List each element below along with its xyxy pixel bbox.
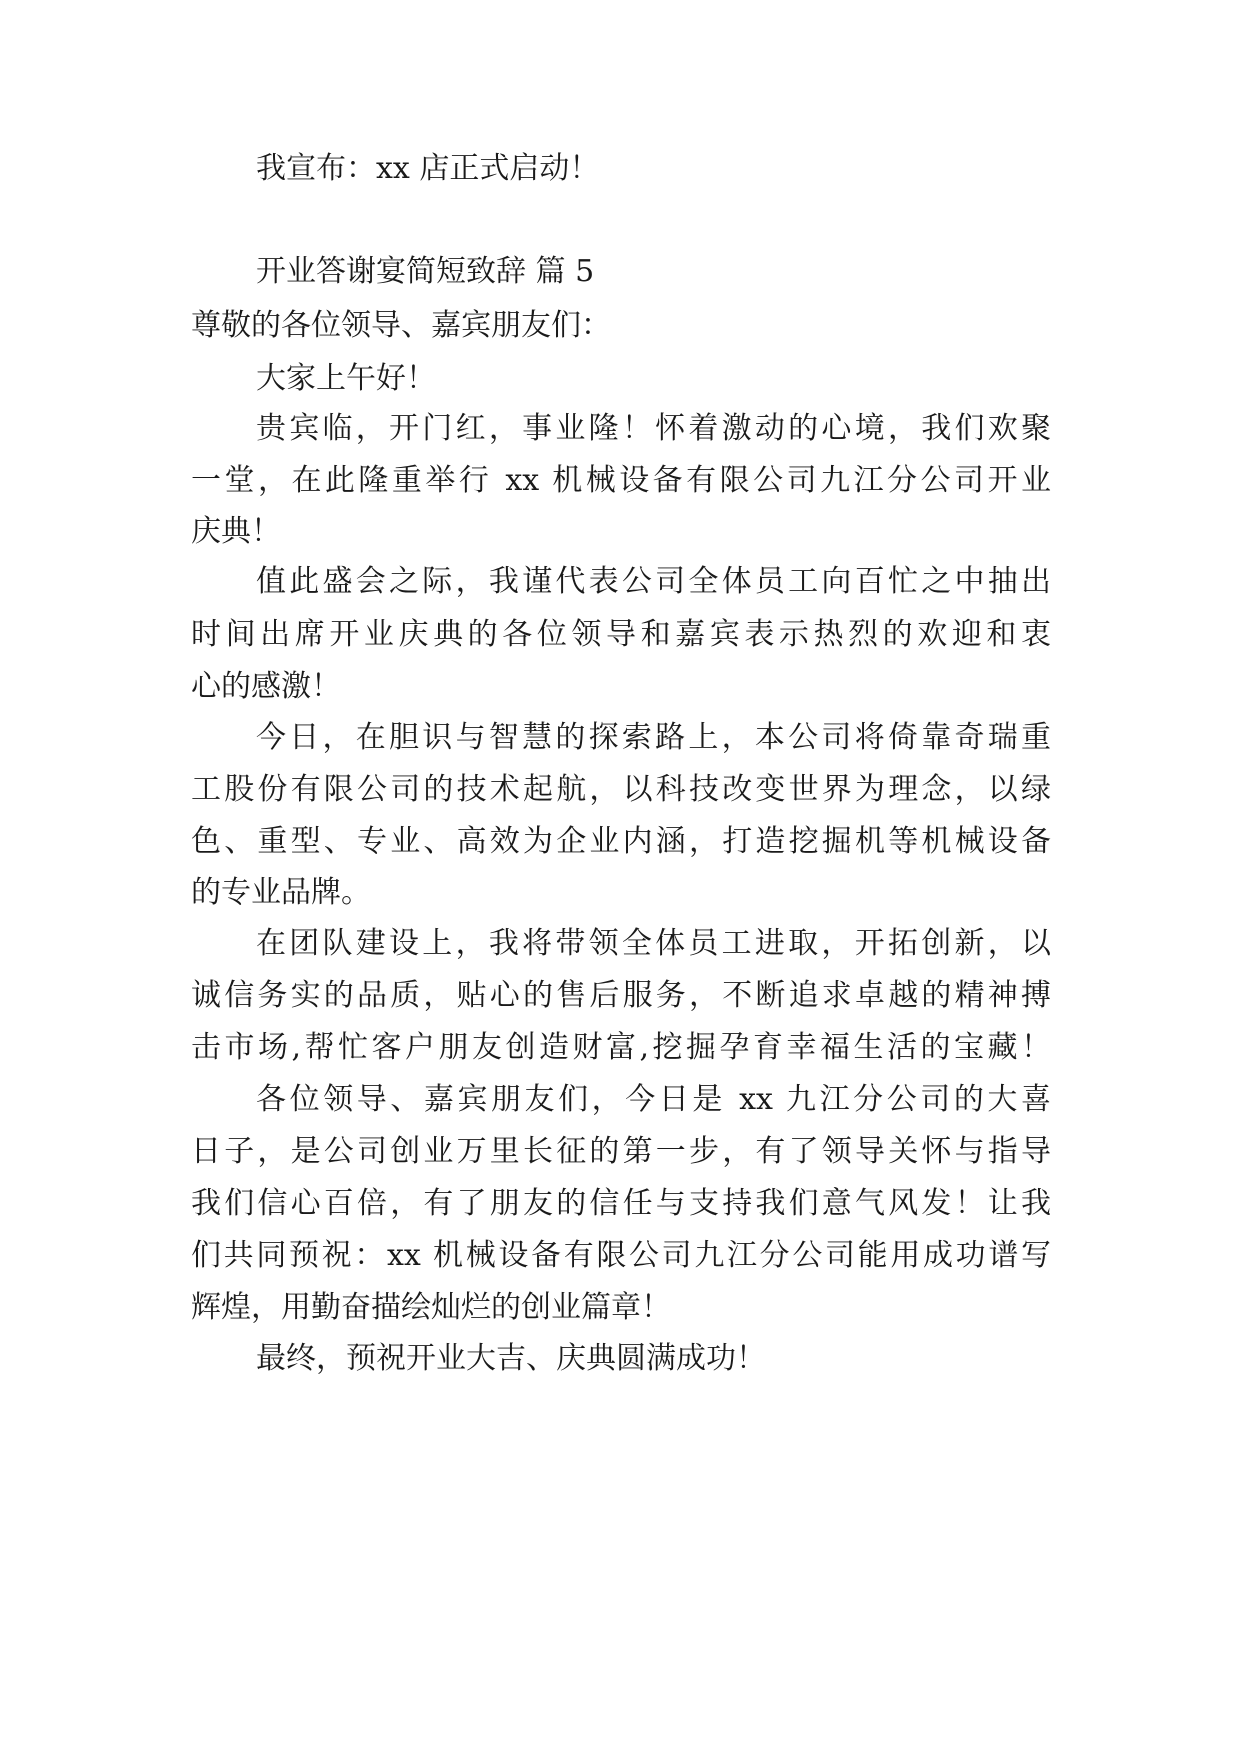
paragraph-5-line-5: 辉煌，用勤奋描绘灿烂的创业篇章！ [191,1290,671,1325]
paragraph-1-line-2: 一堂，在此隆重举行 xx 机械设备有限公司九江分公司开业 [191,463,1051,498]
paragraph-3-line-3: 色、重型、专业、高效为企业内涵，打造挖掘机等机械设备 [191,824,1051,859]
paragraph-2-line-1: 值此盛会之际，我谨代表公司全体员工向百忙之中抽出 [256,564,1051,599]
section-heading: 开业答谢宴简短致辞 篇 5 [256,254,595,289]
paragraph-1-line-1: 贵宾临，开门红，事业隆！怀着激动的心境，我们欢聚 [256,411,1051,446]
paragraph-5-line-4: 们共同预祝：xx 机械设备有限公司九江分公司能用成功谱写 [191,1238,1051,1273]
greeting: 大家上午好！ [256,361,436,396]
closing-line-previous-section: 我宣布：xx 店正式启动！ [256,151,600,186]
salutation: 尊敬的各位领导、嘉宾朋友们： [191,308,611,343]
paragraph-2-line-2: 时间出席开业庆典的各位领导和嘉宾表示热烈的欢迎和衷 [191,617,1051,652]
paragraph-2-line-3: 心的感激！ [191,669,341,704]
paragraph-1-line-3: 庆典！ [191,514,281,549]
paragraph-4-line-3: 击市场,帮忙客户朋友创造财富,挖掘孕育幸福生活的宝藏！ [191,1030,1051,1065]
paragraph-5-line-1: 各位领导、嘉宾朋友们，今日是 xx 九江分公司的大喜 [256,1082,1051,1117]
paragraph-4-line-2: 诚信务实的品质，贴心的售后服务，不断追求卓越的精神搏 [191,978,1051,1013]
paragraph-3-line-2: 工股份有限公司的技术起航，以科技改变世界为理念，以绿 [191,772,1051,807]
paragraph-4-line-1: 在团队建设上，我将带领全体员工进取，开拓创新，以 [256,926,1051,961]
paragraph-5-line-2: 日子，是公司创业万里长征的第一步，有了领导关怀与指导 [191,1134,1051,1169]
paragraph-3-line-1: 今日，在胆识与智慧的探索路上，本公司将倚靠奇瑞重 [256,720,1051,755]
paragraph-3-line-4: 的专业品牌。 [191,875,371,910]
closing-wish: 最终，预祝开业大吉、庆典圆满成功！ [256,1341,766,1376]
paragraph-5-line-3: 我们信心百倍，有了朋友的信任与支持我们意气风发！让我 [191,1186,1051,1221]
